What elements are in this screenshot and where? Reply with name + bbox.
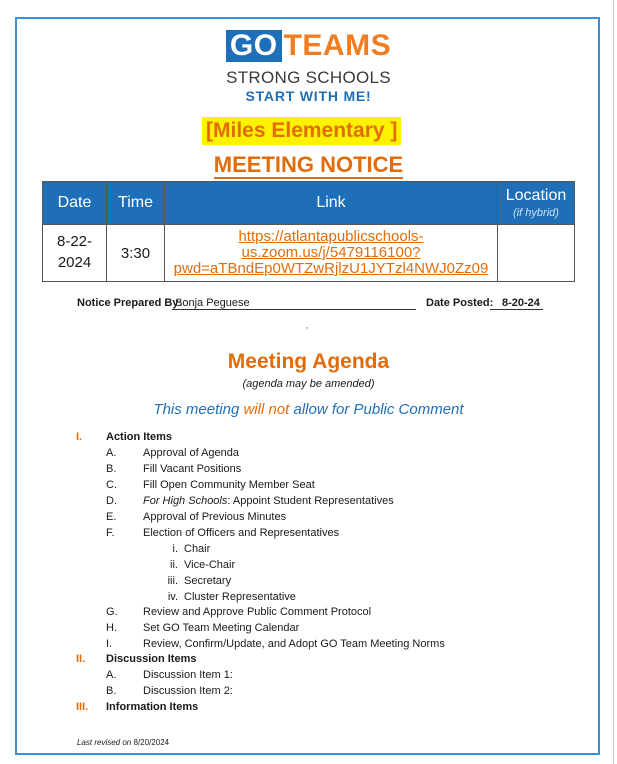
public-comment-notice: This meeting will not allow for Public Comment — [153, 401, 464, 418]
notice-title: MEETING NOTICE — [213, 152, 404, 177]
meeting-date: 8-22- 2024 — [43, 225, 107, 282]
item-letter: F. — [106, 527, 115, 539]
agenda-title: Meeting Agenda — [227, 350, 390, 373]
prepared-by-value: Sonja Peguese — [172, 297, 416, 310]
agenda-item: Approval of Previous Minutes — [143, 511, 287, 523]
section-title: Action Items — [106, 431, 173, 443]
date-posted-label: Date Posted: — [426, 297, 494, 309]
meeting-table-header — [43, 182, 575, 225]
item-letter: B. — [106, 685, 117, 697]
logo-tagline-1: STRONG SCHOOLS — [226, 68, 391, 87]
subitem-num: iv. — [167, 591, 178, 603]
meeting-time: 3:30 — [107, 225, 165, 282]
agenda-item: For High Schools: Appoint Student Representatives — [143, 495, 394, 507]
header-date: Date — [43, 182, 107, 225]
agenda-subitem: Secretary — [184, 575, 232, 587]
logo-teams: TEAMS — [283, 29, 392, 62]
meeting-table-row — [43, 225, 575, 282]
agenda-item: Election of Officers and Representatives — [143, 527, 340, 539]
agenda-item: Fill Open Community Member Seat — [143, 479, 315, 491]
item-letter: D. — [106, 495, 117, 507]
item-letter: C. — [106, 479, 117, 491]
section-title: Discussion Items — [106, 653, 197, 665]
date-posted-value: 8-20-24 — [490, 297, 543, 310]
subitem-num: i. — [172, 543, 178, 555]
agenda-item: Approval of Agenda — [143, 447, 240, 459]
meeting-location — [498, 225, 575, 282]
subitem-num: ii. — [170, 559, 178, 571]
prepared-by-label: Notice Prepared By: — [77, 297, 183, 309]
section-title: Information Items — [106, 701, 199, 713]
subitem-num: iii. — [167, 575, 178, 587]
agenda-subitem: Vice-Chair — [184, 559, 236, 571]
goteams-logo — [0, 30, 617, 62]
agenda-subitem: Cluster Representative — [184, 591, 296, 603]
agenda-item: Discussion Item 2: — [143, 685, 233, 697]
agenda-item: Set GO Team Meeting Calendar — [143, 622, 300, 634]
agenda-item: Review and Approve Public Comment Protocol — [143, 606, 372, 618]
last-revised: Last revised on 8/20/2024 — [77, 738, 170, 747]
agenda-item: Fill Vacant Positions — [143, 463, 242, 475]
agenda-item: Review, Confirm/Update, and Adopt GO Team Meeting Norms — [143, 638, 445, 650]
location-sub: (if hybrid) — [513, 207, 559, 219]
meeting-link[interactable]: https://atlantapublicschools- us.zoom.us/j/5479116100?pwd=aTBndEp0WTZwRjlzU1JYTzl4NWJ0Zz09 — [165, 225, 498, 282]
item-letter: G. — [106, 606, 118, 618]
agenda-subitem: Chair — [184, 543, 211, 555]
header-location: Location (if hybrid) — [498, 182, 575, 225]
meeting-table — [42, 181, 575, 282]
logo-tagline-2: START WITH ME! — [245, 88, 372, 104]
section-numeral: III. — [76, 701, 89, 713]
header-time: Time — [107, 182, 165, 225]
section-numeral: I. — [76, 431, 83, 443]
stray-mark: ‚ — [306, 320, 308, 330]
item-letter: A. — [106, 447, 117, 459]
item-letter: A. — [106, 669, 117, 681]
item-letter: E. — [106, 511, 117, 523]
section-numeral: II. — [76, 653, 86, 665]
item-letter: H. — [106, 622, 117, 634]
item-letter: B. — [106, 463, 117, 475]
agenda-note: (agenda may be amended) — [242, 378, 375, 390]
agenda-item: Discussion Item 1: — [143, 669, 233, 681]
school-name: [Miles Elementary ] — [202, 117, 401, 145]
logo-go: GO — [226, 30, 282, 62]
item-letter: I. — [106, 638, 113, 650]
header-link: Link — [165, 182, 498, 225]
